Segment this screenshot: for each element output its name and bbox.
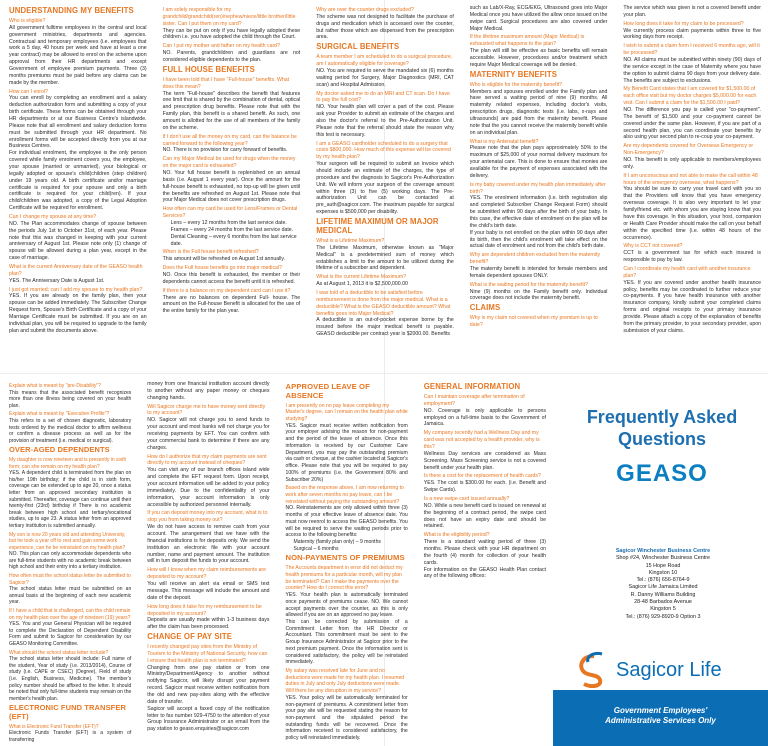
question: Is a new swipe card issued annually? (423, 495, 510, 502)
question: Can I put my mother and father on my health card? (162, 43, 280, 50)
answer: For individual enrolment, the employee is the only person covered while family enrolment covers you, the employee, your spouse (married or unmarried), your biological or legally adopted or spouse's child(children (step children) under 19 years old. A birth certificate and/or marriage certificate is required for your spouse and only a birth certificate is required for your child(ren). If your child/children was adopted, a copy of the Legal Adoption Certificate will be required for enrollment. (9, 150, 147, 212)
question: What is the eligibility period? (423, 532, 490, 539)
section-heading: APPROVED LEAVE OF ABSENCE (285, 382, 370, 400)
question: Why are over the counter drugs excluded? (316, 7, 414, 13)
cover-title: Frequently Asked Questions (586, 407, 738, 449)
section-heading: MATERNITY BENEFITS (469, 69, 558, 79)
question: Can I maintain coverage after termination of employment? (423, 393, 525, 407)
answer: Your surgeon will be required to submit an invoice which should include an estimate of the charges, the type of procedure and the diagnosis to Sagicor's Pre-Authorization Unit. We will inform your surgeon of the coverage amount within three (3) to five (5) working days. The Pre-authorization Unit can be contacted at pre_auth@sagicor.com. The maximum payable for surgical expenses is $500,000 per disability. (316, 161, 454, 216)
question: I am a GEASO cardholder scheduled to do a surgery that costs $800,000. How much of this expense will be covered by my health plan? (316, 140, 451, 161)
question: How do I authorize that my claim payments are sent directly to my account instead of cheques? (147, 453, 267, 467)
section-heading: CHANGE OF PAY SITE (147, 632, 233, 642)
address-line: Sagicor Life Jamaica Limited (628, 584, 698, 591)
question: When is the Full house benefit refreshed? (162, 249, 259, 256)
address-line: 15 Hope Road (645, 562, 681, 569)
list-item: Surgical – 6 months (293, 545, 339, 552)
question: How often can my card be used for Lens/Frames or Dental Services? (162, 206, 298, 220)
answer: If your baby is not enrolled on the plan within 90 days after its birth, then the child's enrolment will take effect on the actual date of enrolment and not from the child's birth date. (469, 229, 608, 250)
answer: This means that the associated benefit recognizes more than one illness being covered on your health plan. (9, 389, 132, 409)
answer: Members and spouses enrolled under the Family plan and have served a waiting period of nine (9) months. All maternity related expenses, including doctor's visits, prescription drugs, diagnostic tests (i.e. labs, x-rays and ultrasounds) are paid from the maternity benefit. Please note that the you cannot receive the maternity benefit while on an individual plan. (469, 88, 608, 136)
address-line: Kingston 5 (650, 606, 676, 613)
answer: The maternity benefit is intended for female members and female dependent spouses ONLY. (469, 266, 608, 279)
answer: YES. Your health plan is automatically terminated once payments of premiums cease. NO. We cannot accept payments over the counter, as this is only allowed if you are on an approved no pay leave. (285, 592, 408, 619)
answer: Nine (9) months on the Family benefit only. Individual coverage does not include the maternity benefit. (469, 288, 608, 302)
address-line: Tel.: (876) 929-8920-9 Option 3 (625, 613, 701, 620)
answer: The plan will still be effective as basic benefits will remain accessible. However, procedures and/or treatment which require Major Medical coverage will be denied. (469, 48, 608, 68)
answer: such as Lab/X-Ray, ECG/EKG, Ultrasound goes into Major Medical once you have utilized the allow once issued on the swipe card. Surgical procedures are also covered under Major Medical. (469, 5, 608, 32)
list-item: Lens – every 12 months from the last service date. (170, 220, 287, 227)
question: Explain what is meant by "Executive Profile"? (9, 411, 110, 418)
answer: NO. There is no provision for carry forward of benefits. (162, 147, 288, 154)
question: Will Sagicor charge me to have money sent directly to my account? (147, 403, 266, 417)
answer: The school status letter should include: Full name of the student, Year of study (i.e. 2013/2014), Course of study (i.e. CAPE or CSEC) (Degree), Field of study (i.e. English, Business, Medicine). The member's policy number should be affixed to the letter. It should be noted that only full-time students may remain on the member's health plan. (9, 656, 132, 702)
answer: YES. The cost is $300.00 for each. (i.e. Benefit and Swipe Cards). (423, 480, 546, 494)
answer: YES. The Anniversary Date is August 1st. (9, 277, 105, 284)
answer: Sagicor will accept a faxed copy of the notification letter to fax number 929-4750 to the attention of your Group Insurance Administrator or an email from the pay station to geaso.enquiries@sagicor.com (147, 705, 270, 733)
answer: As at August 1, 2013 it is $2,500,000.00 (316, 281, 408, 288)
question: Are my dependents covered for Overseas Emergency or Non-Emergency? (623, 143, 754, 157)
answer: This refers to a set of chosen diagnostic, laboratory tests ordered by the medical doctor to affirm wellness or confirm a disease process as well as for the provision of treatment (i.e. medical or surgical). (9, 417, 132, 444)
answer: We currently process claim payments within three to five working days from receipt. (623, 27, 761, 41)
sagicor-logo (572, 648, 752, 688)
answer: NO. All claims must be submitted within ninety (90) days of the service except in the case of Maternity where you have the option to submit claims 90 days from your delivery date. The benefits are subject to exclusions. (623, 57, 761, 84)
answer: We do not have access to remove cash from your account. The arrangement that we have with the financial institutions is for deposits only. We send the institution an electronic file with your account number, name and payment amount. The institution will in turn deposit the funds to your account. (147, 524, 270, 565)
footer-line-2: Administrative Services Only (605, 716, 716, 726)
question: How long does it take for my reimbursement to be deposited in my account? (147, 603, 262, 617)
question: If you can deposit money into my account, what is to stop you from taking money out? (147, 510, 268, 524)
office-address (578, 555, 748, 621)
question: Who is eligible? (9, 17, 46, 24)
answer: NO. Reinstatements are only allowed within three (3) months of your effective leave of absence date. You must now reenrol to access the GEASO benefits. You will be required to serve the waiting periods prior to access to the following benefits: (285, 505, 408, 539)
contact-block (578, 548, 748, 621)
question: What is my Antenatal benefit? (469, 138, 539, 145)
question: If I have a child that is challenged, can the child remain on my health plan over the age of nineteen (19) years? (9, 608, 131, 621)
address-line: R. Danny Williams Building (630, 591, 696, 598)
panel-surgical-benefits (307, 0, 461, 373)
question: Why are dependent children excluded from the maternity benefit? (469, 252, 601, 266)
question: Can I change my spouse at any time? (9, 214, 97, 221)
question: Can I coordinate my health card with another insurance plan? (623, 265, 751, 279)
answer: The service which was given is not a covered benefit under your plan. (623, 5, 761, 18)
question: If I am unconscious and not able to make the call within 48 hours of the emergency overseas, what happens? (623, 172, 758, 186)
answer: NO. The difference you pay is called your "co-payment". The benefit of $1,500 and your co-payment cannot be covered under the same plan. However, if you are part of a second health plan, you can coordinate your benefits by also using your second plan to re-coup your co-payment. (623, 107, 761, 141)
list-item: Maternity (family plan only) – 9 months (293, 538, 381, 545)
address-line: Shop #24, Winchester Business Centre (615, 555, 711, 562)
panel-understanding-benefits (0, 0, 154, 373)
question: Based on the response above, I am now returning to work after seven months no pay leave, can I be reinstated without paying the outstanding amount? (285, 485, 404, 505)
question: My son is now 20 years old and attending University, but he took a year off to rest and gain some work experience, can he be reinstated on my health plan? (9, 531, 126, 551)
question: What is the current Lifetime Maximum? (316, 274, 407, 281)
answer: Wellness Day services are considered as Mass Screening. Mass Screening service is not a covered benefit under your health plan. (423, 450, 546, 471)
answer: Electronic Funds Transfer (EFT) is a system of transferring (9, 730, 132, 743)
question: Who is eligible for the maternity benefit? (469, 81, 563, 88)
question: How often must the school status letter be submitted to Sagicor? (9, 573, 131, 586)
answer: Deposits are usually made within 1-3 business days after the claim has been processed. (147, 617, 270, 631)
answer: All government fulltime employees in the central and local government ministries, departments and agencies. Contractual and temporary employees (i.e. employees that work a 5 day, 40 hours per week and have at least a one year contract) may be allowed to enrol on the scheme upon approval from their HR departments and except Government of employee premium payments. Three (3) months premiums must be paid before any claims can be made by the member. (9, 24, 147, 86)
section-heading: OVER-AGED DEPENDENTS (9, 445, 110, 455)
answer: YES. If you are covered under another health insurance policy, benefits may be coordinated to further reduce your co-payments. If you have health insurance with another insurance company, kindly submit your completed claims forms and original receipts to your primary insurance provide. Please attach a copy of the explanation of benefits from the primary provider, to your secondary provider, upon submission of your claims. (623, 279, 761, 334)
panel-maternity-benefits (461, 0, 615, 373)
section-heading: FULL HOUSE BENEFITS (162, 64, 255, 74)
answer: NO. Once this benefit is exhausted, the member or their dependents cannot access the benefit until it is refreshed. (162, 272, 301, 285)
question: My salary was received late for June and no deductions were made for my health plan. I resumed duties in July and only July deductions were made. Will there be any disruption in my service? (285, 667, 405, 695)
answer: The scheme was not designed to facilitate the purchase of drugs and medication which is accessed over the counter, but rather those which are dispensed from the prescription area. (316, 13, 454, 41)
answer: The Lifetime Maximum, otherwise known as "Major Medical" is a predetermined sum of money which establishes a limit to the amount to be utilized during the lifetime of a subscriber and dependent. (316, 244, 454, 272)
answer: The term "Full-house" describes the benefit that features one limit that is shared by the combination of dental, optical and prescription drug benefits. Please note that with the Family plan, this benefit is a shared benefit. As such, one amount is allotted for the use of all members of the family on the scheme. (162, 90, 301, 131)
answer: You can enroll by completing an enrollment and a salary deduction authorization form and submitting a copy of your birth certificate. These forms can be obtained through your HR departments or at our Business Centre's islandwide. Please note that all enrollment and salary deduction forms must be submitted through your HR department. No enrollment forms will be accepted directly from you at our Business Centres. (9, 95, 147, 150)
section-heading: CLAIMS (469, 303, 501, 313)
answer: This can be corrected by submission of a Commitment Letter from the HR Director or Accountant. This commitment must be sent to the Group Insurance Administrator at Sagicor prior to the next premium payment. Once the information sent is considered satisfactory, the policy will be reinstated immediately. (285, 618, 408, 666)
question: My company recently had a Wellness Day and my card was not accepted by a health provider, why is this? (423, 430, 540, 450)
question: I wish to submit a claim form I received 6 months ago, will it be processed? (623, 43, 760, 57)
sagicor-logo-icon (581, 653, 602, 686)
panel-full-house-benefits (154, 0, 308, 373)
answer: NO. While a new benefit card is issued on renewal at the beginning of a contract period, the swipe card does not have an expiry date and should be retained. (423, 502, 546, 530)
question: I have been told that I have "Full-house" benefits. What does this mean? (162, 76, 290, 90)
question: How long does it take for my claim to be processed? (623, 20, 744, 27)
question: The Accounts department in error did not deduct my health premiums for a particular month, will my plan be terminated? Can I make the payments over the counter? How do I correct this error? (285, 565, 403, 592)
panel-claims (614, 0, 768, 373)
question: Is there a cost for the replacement of health cards? (423, 473, 541, 480)
answer: They can be put on only if you have legally adopted these children i.e. you have adopted the child through the Court. (162, 27, 301, 41)
panel-general-information (415, 376, 553, 746)
answer: Please note that the plan pays approximately 50% to the maximum of $25,000 of your normal delivery maximum for your antenatal care. This is done to ensure that monies are available for the payment of expenses associated with the delivery. (469, 145, 608, 179)
answer: The school status letter must be submitted on an annual basis at the beginning of each new academic year. (9, 586, 132, 606)
question: My Benefit Card states that I am covered for $1,500.00 of each office visit but my doctor charges $5,000.00 for each visit. Can I submit a claim for the $1,500.00 I paid? (623, 86, 757, 107)
question: I am solely responsible for my grandchild/grandchild(ren)/nephew/niece/little brother/little sister. Can I put them on my card? (162, 7, 296, 27)
panel-approved-leave (277, 376, 415, 746)
answer: You should be sure to carry your travel card with you so that the Providers will know that you have emergency overseas coverage. It is also very important to let your family/friend etc. with whom you are staying know that you have this coverage. In this situation, your host, companion or Health Care Provider should make the call on your behalf within the specified time (i.e. within 48 hours of the occurrence). (623, 186, 761, 241)
answer: NO. Your full house benefit is replenished on an annual basis (i.e. August 1 every year). Once the amount for the full-house benefit is exhausted, no top-up will be given until the benefits are refreshed on August 1st. Please note that your Major Medical does not cover prescription drugs. (162, 170, 301, 204)
question: What is Electronic Fund Transfer (EFT)? (9, 723, 99, 730)
section-heading: NON-PAYMENTS OF PREMIUMS (285, 553, 405, 563)
answer: YES. If you are already on the family plan, then your spouse can be added immediately. The Subscriber Change Request form, Spouse's Birth Certificate and a copy of your Marriage Certificate must be submitted. If you are on an individual plan, you will be required to upgrade to the family plan and submit the documents above. (9, 293, 147, 334)
list-item: Frames – every 24 months from the last service date. (170, 226, 294, 233)
answer: NO. This benefit is only applicable to members/employees only. (623, 157, 761, 170)
answer: YES. The enrolment information (i.e. birth registration slip and completed Subscriber Change Request Form) should be submitted within 90 days after the birth of your baby. In this case, the effective date of enrolment on the plan will be the child's birth date. (469, 195, 608, 229)
answer: YES. Your policy will be automatically terminated for non-payment of premiums. A commitment letter from your pay site will be requested stating the reason for non-payment and the stipulated period the outstanding funds will be recovered. Once the information received is considered satisfactory, the policy will reinstated immediately. (285, 694, 408, 742)
question: Explain what is meant by "pre-Disability"? (9, 383, 101, 389)
address-line: 28-48 Barbados Avenue (634, 599, 692, 606)
question: I was told of a deductible to be satisfied before reimbursement is done from the major medical. What is a deductible? What is the GEASO deductible amount? What benefits goes into Major Medical? (316, 289, 451, 317)
section-heading: LIFETIME MAXIMUM OR MAJOR MEDICAL (316, 217, 439, 235)
logo-text: Sagicor Life (616, 659, 722, 681)
question: What is the waiting period for the maternity benefit? (469, 281, 589, 288)
answer: money from one financial institution account directly to another without any paper money or cheques changing hands. (147, 381, 270, 401)
answer: NO. Sagicor will not charge you to send funds to your account and most banks will not charge you for receiving payments by EFT. You can confirm with your commercial bank to determine if there are any charges. (147, 417, 270, 451)
fold-line-horizontal (0, 373, 768, 374)
question: Why is CCT not covered? (623, 243, 683, 250)
question: A team member I am scheduled to do a surgical procedure, am I automatically eligible for coverage? (316, 54, 453, 68)
cover-brand: GEASO (616, 460, 708, 487)
answer: NO. This plan can only accommodate dependents who are full-time students with no academic break between high school and their entry into a tertiary institution. (9, 551, 132, 571)
question: Can my Major Medical be used for drugs when the money on the major card is exhausted? (162, 156, 296, 170)
list-item: Dental Cleaning – every 6 months from the last service date. (170, 233, 297, 247)
question: Is my baby covered under my health plan immediately after birth? (469, 181, 606, 195)
answer: Changing from one pay station or from one Ministry/Department/Agency to another without notifying Sagicor, will likely disrupt your payment record. Sagicor must receive written notification from the old and new pay-sites along with the effective date of transfer. (147, 664, 270, 705)
question: Why is my claim not covered when my premium is up to date? (469, 315, 598, 329)
answer: A deductible is an out-of-pocket expense borne by the insured before the major medical benefit is payable. GEASO deductible per contract year is $2000.00. Benefits (316, 317, 454, 338)
section-heading: SURGICAL BENEFITS (316, 42, 400, 52)
address-line: Kingston 10 (648, 569, 678, 576)
answer: NO. Your health plan will cover a part of the cost. Please ask your Provider to submit an estimate of the charges and also the doctor's referral to the Pre-Authorization Unit. Please note that the referral should state the reason why this test is necessary. (316, 104, 454, 138)
answer: NO. You are required to serve the mandated six (6) months waiting period for Surgery, Major Diagnostics (MRI, CAT scan) and Hospital Admission. (316, 67, 454, 88)
section-heading: GENERAL INFORMATION (423, 382, 521, 391)
address-line: Tel.: (876) 656-8764-9 (636, 577, 690, 584)
answer: CCT is a government tax for which each insured is responsible to pay by law. (623, 250, 761, 264)
answer: There are no balances on dependent Full- house. The amount on the Full-house Benefit is allocated for the use of the entire family for the plan year. (162, 294, 301, 315)
answer: You will receive an alert via email or SMS text message. This message will include the amount and date of the deposit. (147, 581, 270, 601)
answer: This amount will be refreshed on August 1st annually. (162, 256, 286, 263)
answer: NO. The Plan accommodates change of spouse between the periods July 1st to October 31st, of each year. Please note that this was changed in keeping with your current anniversary of August 1st. Please note only (1) change of spouse will be allowed during a plan year, except in the case of marriage. (9, 220, 147, 262)
question: How will I know when my claim reimbursements are deposited to my account? (147, 567, 267, 581)
question: If the lifetime maximum amount (Major Medical) is exhausted what happens to the plan? (469, 34, 585, 48)
answer: YES. A dependent child is terminated from the plan on his/her 19th birthday; if the child is in sixth form, coverage can be extended up to age 20, once a status letter from an approved secondary institution is submitted. Thereafter, coverage can continue until their twenty-first (23rd) birthday if There is no academic break between high school and tertiary/vocational studies, up to age 23. A status letter from an approved tertiary institution is submitted annually. (9, 470, 132, 529)
question: I recently changed pay sites from the Ministry of Tourism to the Ministry of National Security, how can I ensure that health plan is not terminated? (147, 644, 268, 664)
question: Does the Full house benefits go into major medical? (162, 265, 282, 272)
question: If I don't use all the money on my card, can the balance be carried forward to the following year? (162, 133, 297, 147)
section-heading: ELECTRONIC FUND TRANSFER (EFT) (9, 703, 126, 721)
panel-over-aged-dependents (0, 376, 138, 746)
question: What is a Lifetime Maximum? (316, 237, 385, 244)
answer: There is a standard waiting period of three (3) months. Please check with your HR department on the fourth (4) month for collection of your health cards. (423, 539, 546, 566)
answer: YES. You and your General Physician will be required to complete the Declaration of Dependent Disability Form and submit to Sagicor for consideration by our GEASO Monitoring Committee. (9, 621, 132, 647)
question: How can I enrol? (9, 88, 48, 95)
question: What should the school status letter include? (9, 649, 109, 656)
answer: YES. Sagicor must receive written notification from your employer advising the reason for non-payment and the period of the leave of absence. Once this information is received by our Customer Care Department, you may pay the outstanding premium via cash or cheque, at the cashier located at Sagicor's office. Please note that you will be required to pay 100% of premiums (i.e. the Government 80% and Subscriber 20%) (285, 422, 408, 483)
panel-change-of-pay-site (138, 376, 276, 746)
footer-banner (553, 690, 768, 746)
answer: You can visit any of our branch offices island wide and complete the EFT request form. Upon receipt, your account information will be added to your policy immediately. Due to the confidentiality of your information, your account information is only accessible by authorized personnel internally. (147, 467, 270, 508)
answer: NO. Coverage is only applicable to persons employed on a full-time basis to the Government of Jamaica. (423, 407, 546, 428)
section-heading: UNDERSTANDING MY BENEFITS (9, 6, 134, 15)
office-name: Sagicor Winchester Business Centre (615, 548, 711, 554)
question: If there is a balance on my dependent card can I use it? (162, 287, 291, 294)
footer-line-1: Government Employees' (613, 706, 708, 715)
question: My doctor asked me to do an MRI and CT scan. Do I have to pay the full cost? (316, 90, 450, 104)
answer: For information on the GEASO Health Plan contact any of the following offices: (423, 566, 546, 580)
question: My daughter is now nineteen and is presently in sixth form; can she remain on my health plan? (9, 456, 127, 470)
question: I just got married; can I add my spouse to my health plan? (9, 286, 143, 293)
answer: NO. Parents, grandchildren and guardians are not considered eligible dependents to the plan. (162, 50, 301, 64)
question: I am presently on no pay leave completing my Master's degree, can I remain on the health plan while studying? (285, 402, 408, 423)
question: What is the current Anniversary date of the GEASO health plan? (9, 264, 143, 277)
